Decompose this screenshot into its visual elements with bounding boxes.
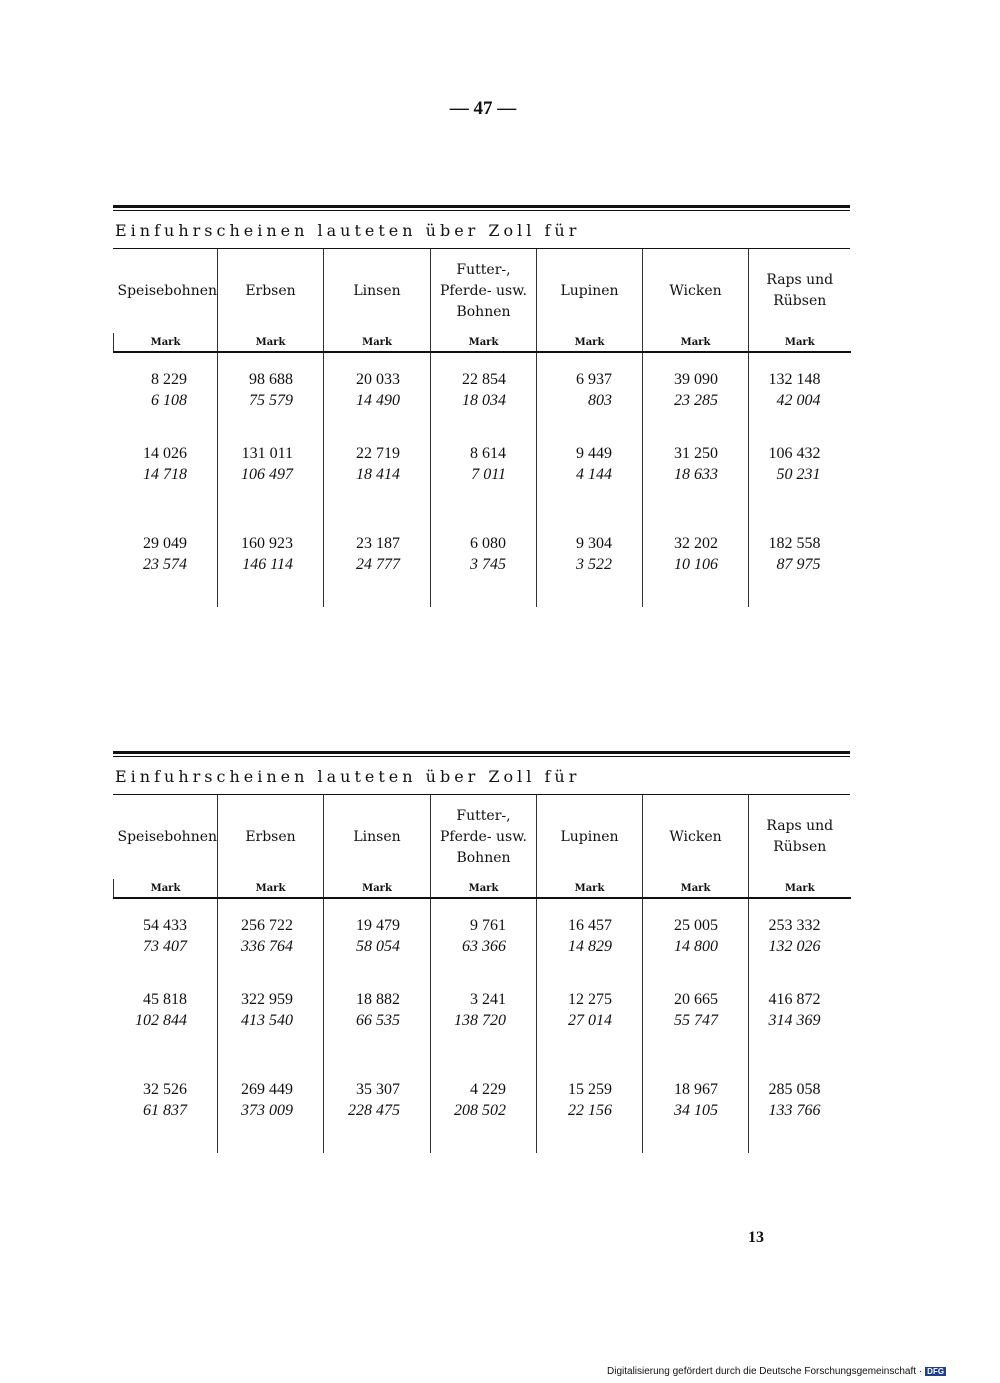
table-cell	[324, 1079, 431, 1153]
table-cell	[749, 989, 851, 1079]
table-cell	[643, 443, 749, 533]
table-cell	[749, 1079, 851, 1153]
cell-value: 285 058	[768, 1081, 821, 1098]
cell-value-italic: 132 026	[768, 938, 821, 955]
table-block-1	[113, 205, 850, 607]
cell-value-italic: 3 522	[576, 556, 612, 573]
table-row	[114, 533, 851, 607]
cell-value: 3 241	[470, 991, 506, 1008]
column-header: Wicken	[643, 795, 749, 879]
cell-value-italic: 336 764	[241, 938, 293, 955]
table-cell	[114, 898, 218, 989]
cell-value-italic: 18 034	[462, 392, 506, 409]
table-cell	[324, 533, 431, 607]
cell-value-italic: 413 540	[241, 1012, 293, 1029]
cell-value-italic: 6 108	[151, 392, 187, 409]
column-header: Erbsen	[218, 795, 324, 879]
unit-label: Mark	[749, 333, 851, 352]
cell-value-italic: 18 633	[674, 466, 718, 483]
unit-label: Mark	[537, 333, 643, 352]
cell-value-italic: 14 829	[568, 938, 612, 955]
cell-value: 98 688	[249, 371, 293, 388]
table-cell	[643, 533, 749, 607]
unit-label: Mark	[114, 879, 218, 898]
cell-value: 18 967	[674, 1081, 718, 1098]
unit-label: Mark	[324, 333, 431, 352]
cell-value: 9 449	[576, 445, 612, 462]
cell-value-italic: 50 231	[776, 466, 821, 483]
table-cell	[114, 533, 218, 607]
cell-value: 54 433	[143, 917, 187, 934]
table-caption: Einfuhrscheinen lauteten über Zoll für	[113, 757, 850, 795]
cell-value: 32 202	[674, 535, 718, 552]
cell-value-italic: 23 285	[674, 392, 718, 409]
table-cell	[749, 898, 851, 989]
cell-value-italic: 75 579	[249, 392, 293, 409]
cell-value-italic: 23 574	[143, 556, 187, 573]
cell-value-italic: 27 014	[568, 1012, 612, 1029]
unit-label: Mark	[218, 879, 324, 898]
cell-value-italic: 10 106	[674, 556, 718, 573]
cell-value: 39 090	[674, 371, 718, 388]
header-row	[114, 249, 851, 333]
cell-value-italic: 106 497	[241, 466, 293, 483]
table-cell	[431, 352, 537, 443]
cell-value-italic: 63 366	[462, 938, 506, 955]
cell-value-italic: 22 156	[568, 1102, 612, 1119]
cell-value: 160 923	[241, 535, 293, 552]
cell-value: 16 457	[568, 917, 612, 934]
table-cell	[643, 989, 749, 1079]
page-number: — 47 —	[449, 98, 517, 119]
cell-value-italic: 14 800	[674, 938, 718, 955]
table-cell	[749, 352, 851, 443]
unit-row	[114, 333, 851, 352]
table-cell	[537, 352, 643, 443]
cell-value-italic: 146 114	[242, 556, 293, 573]
cell-value: 29 049	[143, 535, 187, 552]
table-cell	[218, 352, 324, 443]
cell-value: 256 722	[241, 917, 293, 934]
cell-value-italic: 314 369	[768, 1012, 821, 1029]
table-cell	[643, 352, 749, 443]
cell-value-italic: 58 054	[356, 938, 400, 955]
unit-label: Mark	[324, 879, 431, 898]
cell-value: 8 229	[151, 371, 187, 388]
column-header: Speisebohnen	[117, 282, 218, 299]
cell-value: 45 818	[143, 991, 187, 1008]
cell-value: 35 307	[356, 1081, 400, 1098]
cell-value: 269 449	[241, 1081, 293, 1098]
cell-value-italic: 87 975	[776, 556, 821, 573]
header-row	[114, 795, 851, 879]
cell-value: 9 304	[576, 535, 612, 552]
column-header: Raps und Rübsen	[749, 795, 851, 879]
cell-value: 322 959	[241, 991, 293, 1008]
table-cell	[431, 443, 537, 533]
cell-value-italic: 73 407	[143, 938, 187, 955]
unit-label: Mark	[218, 333, 324, 352]
cell-value: 15 259	[568, 1081, 612, 1098]
cell-value-italic: 18 414	[356, 466, 400, 483]
table-cell	[218, 443, 324, 533]
table-row	[114, 1079, 851, 1153]
table-cell	[431, 533, 537, 607]
unit-label: Mark	[114, 333, 218, 352]
cell-value-italic: 228 475	[348, 1102, 400, 1119]
cell-value-italic: 803	[588, 392, 612, 409]
cell-value: 20 665	[674, 991, 718, 1008]
sheet-number: 13	[748, 1229, 764, 1246]
table-cell	[114, 443, 218, 533]
table-cell	[324, 352, 431, 443]
cell-value-italic: 7 011	[471, 466, 506, 483]
cell-value-italic: 55 747	[674, 1012, 718, 1029]
table-cell	[537, 989, 643, 1079]
cell-value: 106 432	[768, 445, 821, 462]
table-cell	[431, 1079, 537, 1153]
unit-label: Mark	[431, 879, 537, 898]
cell-value: 31 250	[674, 445, 718, 462]
column-header: Linsen	[324, 249, 431, 333]
cell-value: 14 026	[143, 445, 187, 462]
unit-label: Mark	[431, 333, 537, 352]
table-cell	[324, 898, 431, 989]
cell-value-italic: 4 144	[576, 466, 612, 483]
table-row	[114, 898, 851, 989]
cell-value: 9 761	[470, 917, 506, 934]
cell-value: 253 332	[768, 917, 821, 934]
unit-label: Mark	[643, 879, 749, 898]
table-row	[114, 443, 851, 533]
table-cell	[324, 989, 431, 1079]
cell-value-italic: 3 745	[470, 556, 506, 573]
cell-value-italic: 24 777	[356, 556, 400, 573]
cell-value-italic: 61 837	[143, 1102, 187, 1119]
table-cell	[643, 898, 749, 989]
cell-value: 23 187	[356, 535, 400, 552]
table-cell	[114, 352, 218, 443]
cell-value: 18 882	[356, 991, 400, 1008]
table-cell	[324, 443, 431, 533]
unit-label: Mark	[749, 879, 851, 898]
table-cell	[537, 533, 643, 607]
digitization-footer	[607, 1366, 946, 1377]
unit-label: Mark	[537, 879, 643, 898]
cell-value: 131 011	[241, 445, 293, 462]
column-header: Futter-, Pferde- usw. Bohnen	[431, 249, 537, 333]
table-block-2	[113, 751, 850, 1153]
data-table	[113, 795, 851, 1153]
column-header: Wicken	[643, 249, 749, 333]
cell-value: 132 148	[768, 371, 821, 388]
cell-value: 416 872	[768, 991, 821, 1008]
table-row	[114, 352, 851, 443]
cell-value: 182 558	[768, 535, 821, 552]
table-cell	[218, 898, 324, 989]
column-header: Raps und Rübsen	[749, 249, 851, 333]
table-cell	[114, 989, 218, 1079]
table-cell	[537, 1079, 643, 1153]
cell-value: 32 526	[143, 1081, 187, 1098]
data-table	[113, 249, 851, 607]
cell-value: 4 229	[470, 1081, 506, 1098]
dfg-logo-icon: DFG	[927, 1366, 945, 1376]
column-header: Speisebohnen	[117, 828, 218, 845]
table-cell	[431, 898, 537, 989]
table-cell	[537, 443, 643, 533]
column-header: Futter-, Pferde- usw. Bohnen	[431, 795, 537, 879]
column-header: Lupinen	[537, 249, 643, 333]
unit-label: Mark	[643, 333, 749, 352]
cell-value-italic: 138 720	[454, 1012, 506, 1029]
cell-value: 19 479	[356, 917, 400, 934]
table-cell	[218, 533, 324, 607]
cell-value-italic: 102 844	[135, 1012, 187, 1029]
table-cell	[643, 1079, 749, 1153]
cell-value-italic: 14 490	[356, 392, 400, 409]
table-cell	[431, 989, 537, 1079]
cell-value-italic: 373 009	[241, 1102, 293, 1119]
table-caption: Einfuhrscheinen lauteten über Zoll für	[113, 211, 850, 249]
table-row	[114, 989, 851, 1079]
column-header: Lupinen	[537, 795, 643, 879]
cell-value-italic: 34 105	[674, 1102, 718, 1119]
cell-value-italic: 208 502	[454, 1102, 506, 1119]
cell-value-italic: 42 004	[776, 392, 821, 409]
cell-value: 6 080	[470, 535, 506, 552]
cell-value: 25 005	[674, 917, 718, 934]
unit-row	[114, 879, 851, 898]
cell-value-italic: 133 766	[768, 1102, 821, 1119]
table-cell	[537, 898, 643, 989]
cell-value-italic: 14 718	[143, 466, 187, 483]
cell-value: 12 275	[568, 991, 612, 1008]
table-cell	[218, 989, 324, 1079]
cell-value: 6 937	[576, 371, 612, 388]
column-header: Linsen	[324, 795, 431, 879]
table-cell	[749, 533, 851, 607]
cell-value-italic: 66 535	[356, 1012, 400, 1029]
cell-value: 8 614	[470, 445, 506, 462]
table-cell	[218, 1079, 324, 1153]
cell-value: 22 854	[462, 371, 506, 388]
column-header: Erbsen	[218, 249, 324, 333]
cell-value: 20 033	[356, 371, 400, 388]
table-cell	[749, 443, 851, 533]
cell-value: 22 719	[356, 445, 400, 462]
footer-text: Digitalisierung gefördert durch die Deutsche Forschungsgemeinschaft ·	[607, 1366, 923, 1377]
table-cell	[114, 1079, 218, 1153]
